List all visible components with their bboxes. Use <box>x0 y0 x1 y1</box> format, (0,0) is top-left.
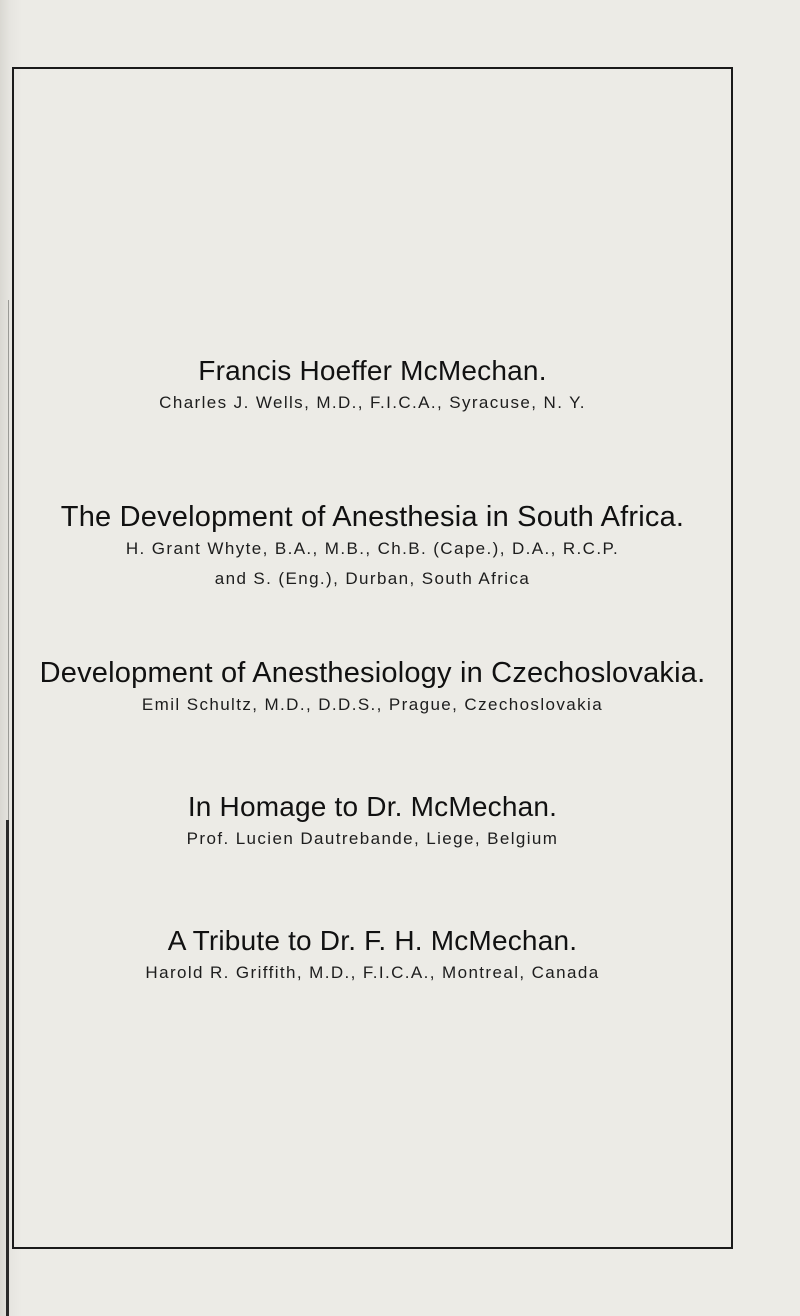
spine-binding-line <box>6 820 9 1316</box>
article-title: The Development of Anesthesia in South Africa. <box>60 501 685 533</box>
article-entry <box>12 656 733 720</box>
article-title: Francis Hoeffer McMechan. <box>198 355 547 386</box>
spine-edge-line <box>8 300 9 820</box>
article-author: Harold R. Griffith, M.D., F.I.C.A., Montreal, Canada <box>145 963 600 982</box>
article-author: H. Grant Whyte, B.A., M.B., Ch.B. (Cape.), D.A., R.C.P. <box>125 539 620 558</box>
article-title: In Homage to Dr. McMechan. <box>187 791 558 822</box>
article-entry <box>12 500 733 594</box>
article-entry <box>12 924 733 988</box>
article-title: A Tribute to Dr. F. H. McMechan. <box>167 925 578 956</box>
article-title: Development of Anesthesiology in Czechoslovakia. <box>39 657 706 689</box>
article-author: Emil Schultz, M.D., D.D.S., Prague, Czechoslovakia <box>141 695 604 714</box>
article-entry <box>12 354 733 418</box>
article-entry <box>12 790 733 854</box>
article-author: Prof. Lucien Dautrebande, Liege, Belgium <box>186 829 559 848</box>
article-author-continued: and S. (Eng.), Durban, South Africa <box>214 569 531 588</box>
article-author: Charles J. Wells, M.D., F.I.C.A., Syracuse, N. Y. <box>159 393 586 412</box>
